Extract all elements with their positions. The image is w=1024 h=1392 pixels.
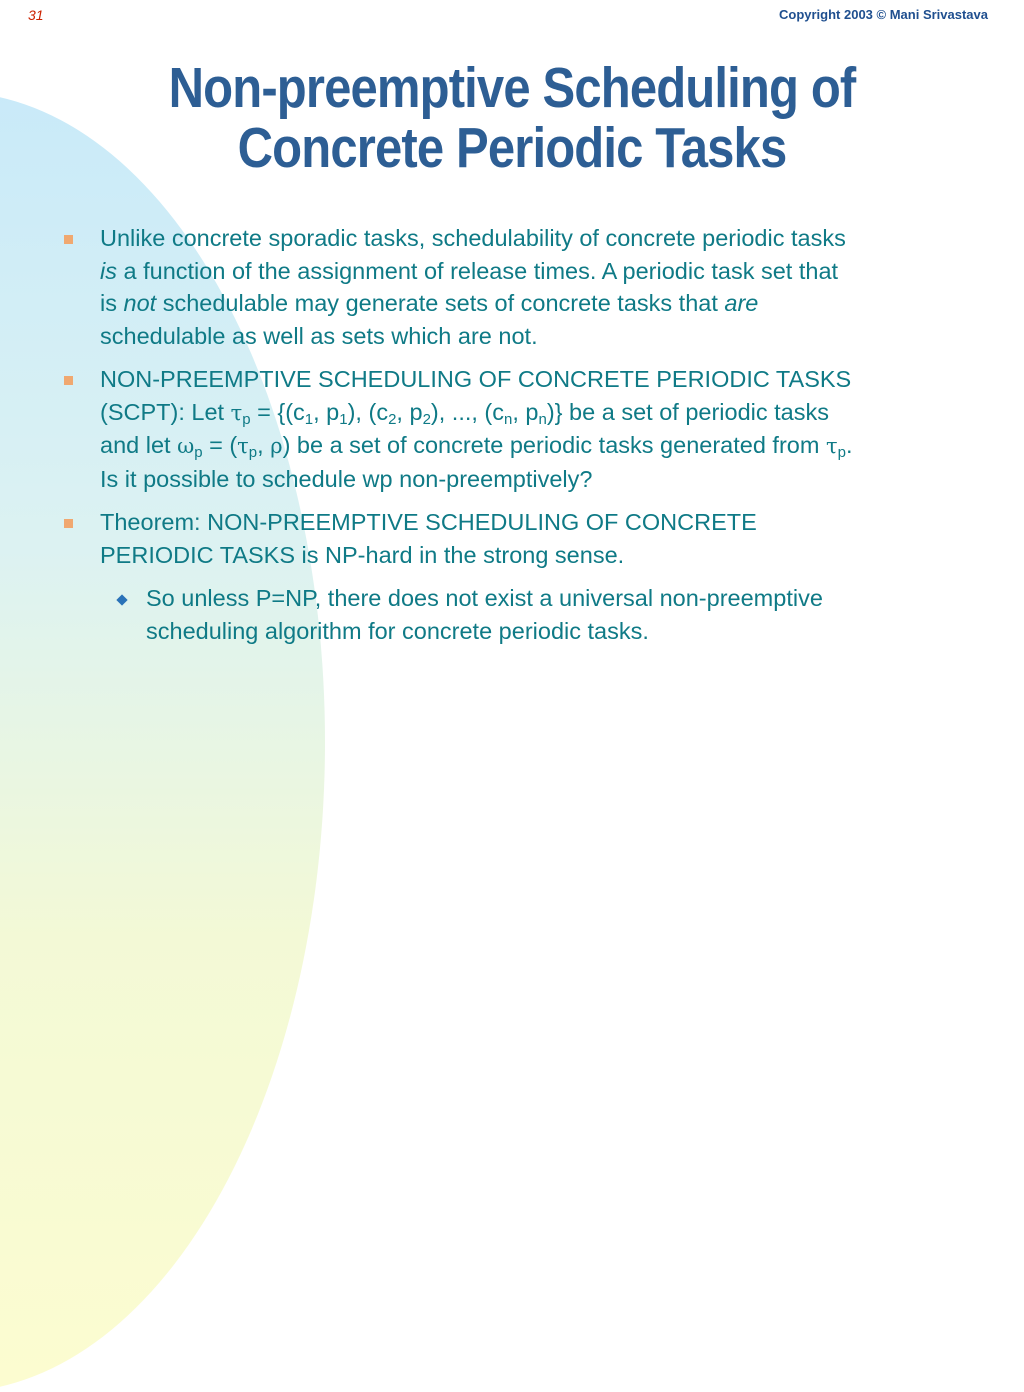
sub-bullet-line-2: scheduling algorithm for concrete periodic tasks.: [146, 617, 649, 644]
bullet-1: [64, 222, 1024, 352]
square-bullet-icon: [64, 519, 73, 528]
bullet-2: [64, 363, 1024, 495]
subscript: 1: [304, 410, 314, 428]
subscript: p: [194, 444, 203, 461]
square-bullet-icon: [64, 235, 73, 244]
italic-text-run: is: [100, 257, 117, 284]
text-run: , p: [396, 398, 423, 425]
tau-symbol: τ: [230, 400, 243, 425]
text-run: and let: [100, 432, 178, 458]
sub-bullet-1: [64, 582, 1024, 647]
subscript: p: [248, 444, 258, 461]
sub-bullet-line-1: So unless P=NP, there does not exist a universal non-preemptive: [146, 585, 823, 611]
bullet-3: [64, 506, 1024, 571]
text-run: , p: [313, 398, 340, 425]
text-run: a function of the assignment of release times. A periodic task set that: [116, 257, 839, 284]
title-line-2: Concrete Periodic Tasks: [237, 116, 787, 180]
text-run: .: [845, 432, 853, 458]
bullet-3-line-1: Theorem: NON-PREEMPTIVE SCHEDULING OF CONCRETE: [100, 509, 757, 535]
text-run: , p: [512, 398, 539, 425]
text-run: schedulable may generate sets of concrete tasks that: [156, 290, 725, 316]
text-run: ), (c: [347, 398, 389, 425]
text-run: ), ..., (c: [430, 398, 505, 425]
text-run: Is it possible to schedule wp non-preemptively?: [100, 465, 593, 492]
text-run: = (: [202, 432, 238, 458]
bullet-1-line-1: [100, 222, 1024, 255]
bullet-2-line-4: [100, 463, 1024, 496]
bullet-2-line-3: [100, 429, 1024, 463]
bullet-2-line-2: [100, 396, 1024, 430]
italic-text-run: are: [724, 290, 759, 316]
rho-symbol: ρ: [270, 434, 283, 458]
subscript: n: [538, 410, 547, 428]
bullet-3-line-2: PERIODIC TASKS is NP-hard in the strong sense.: [100, 541, 625, 568]
text-run: is: [100, 290, 124, 316]
slide-body: [64, 222, 1024, 647]
text-run: schedulable as well as sets which are not.: [100, 322, 538, 349]
slide-number: 31: [28, 7, 44, 23]
square-bullet-icon: [64, 376, 73, 385]
subscript: 2: [388, 410, 397, 428]
bullet-1-line-4: [100, 320, 1024, 353]
italic-text-run: not: [123, 290, 157, 316]
text-run: (SCPT): Let: [100, 398, 231, 425]
bullet-1-line-2: [100, 255, 1024, 288]
subscript: p: [242, 410, 251, 428]
subscript: n: [504, 410, 513, 428]
diamond-bullet-icon: [116, 594, 127, 605]
bullet-1-line-3: [100, 287, 1024, 320]
text-run: = {(c: [250, 398, 305, 425]
omega-symbol: ω: [177, 434, 195, 458]
text-run: )} be a set of periodic tasks: [546, 398, 829, 425]
text-run: ,: [257, 432, 271, 458]
text-run: Unlike concrete sporadic tasks, schedulability of concrete periodic tasks: [100, 225, 846, 251]
bullet-2-line-1: [100, 363, 1024, 396]
subscript: 1: [339, 410, 348, 428]
subscript: p: [837, 444, 846, 461]
tau-symbol: τ: [237, 434, 249, 458]
text-run: ) be a set of concrete periodic tasks generated from: [282, 432, 826, 458]
tau-symbol: τ: [825, 434, 838, 458]
copyright-notice: Copyright 2003 © Mani Srivastava: [779, 7, 988, 22]
subscript: 2: [422, 410, 431, 428]
slide-title: [72, 58, 953, 178]
title-line-1: Non-preemptive Scheduling of: [168, 56, 856, 120]
text-run: NON-PREEMPTIVE SCHEDULING OF CONCRETE PERIODIC TASKS: [100, 366, 852, 392]
